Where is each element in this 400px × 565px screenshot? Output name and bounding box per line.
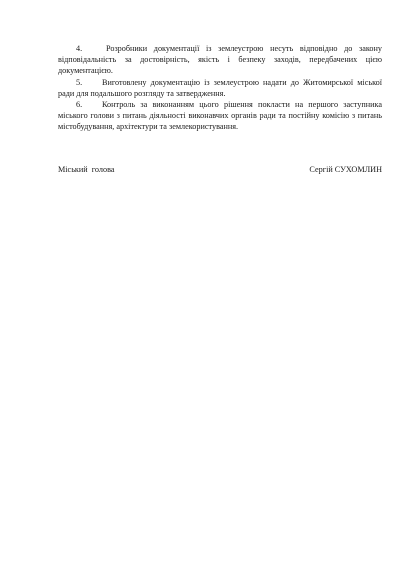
- paragraph-text: Розробники документації із землеустрою несуть відповідно до закону відповідальність за достовірність, якість і безпеку заходів, передбачених цією документацією.: [58, 44, 382, 76]
- decision-body: [58, 43, 382, 133]
- paragraph-5: [58, 77, 382, 99]
- paragraph-number: 6.: [76, 100, 83, 110]
- signatory-title: Міський голова: [58, 165, 115, 174]
- paragraph-number: 5.: [76, 77, 83, 87]
- paragraph-6: [58, 99, 382, 133]
- paragraph-text: Контроль за виконанням цього рішення покласти на першого заступника міського голови з питань діяльності виконавчих органів ради та постійну комісію з питань містобудування, архітектури та землекористування.: [58, 100, 382, 132]
- paragraph-4: [58, 43, 382, 77]
- signature-block: [58, 164, 382, 176]
- paragraph-number: 4.: [76, 44, 83, 53]
- signatory-name: Сергій СУХОМЛИН: [309, 165, 382, 174]
- paragraph-text: Виготовлену документацію із землеустрою надати до Житомирської міської ради для подальшого розгляду та затвердження.: [58, 77, 382, 98]
